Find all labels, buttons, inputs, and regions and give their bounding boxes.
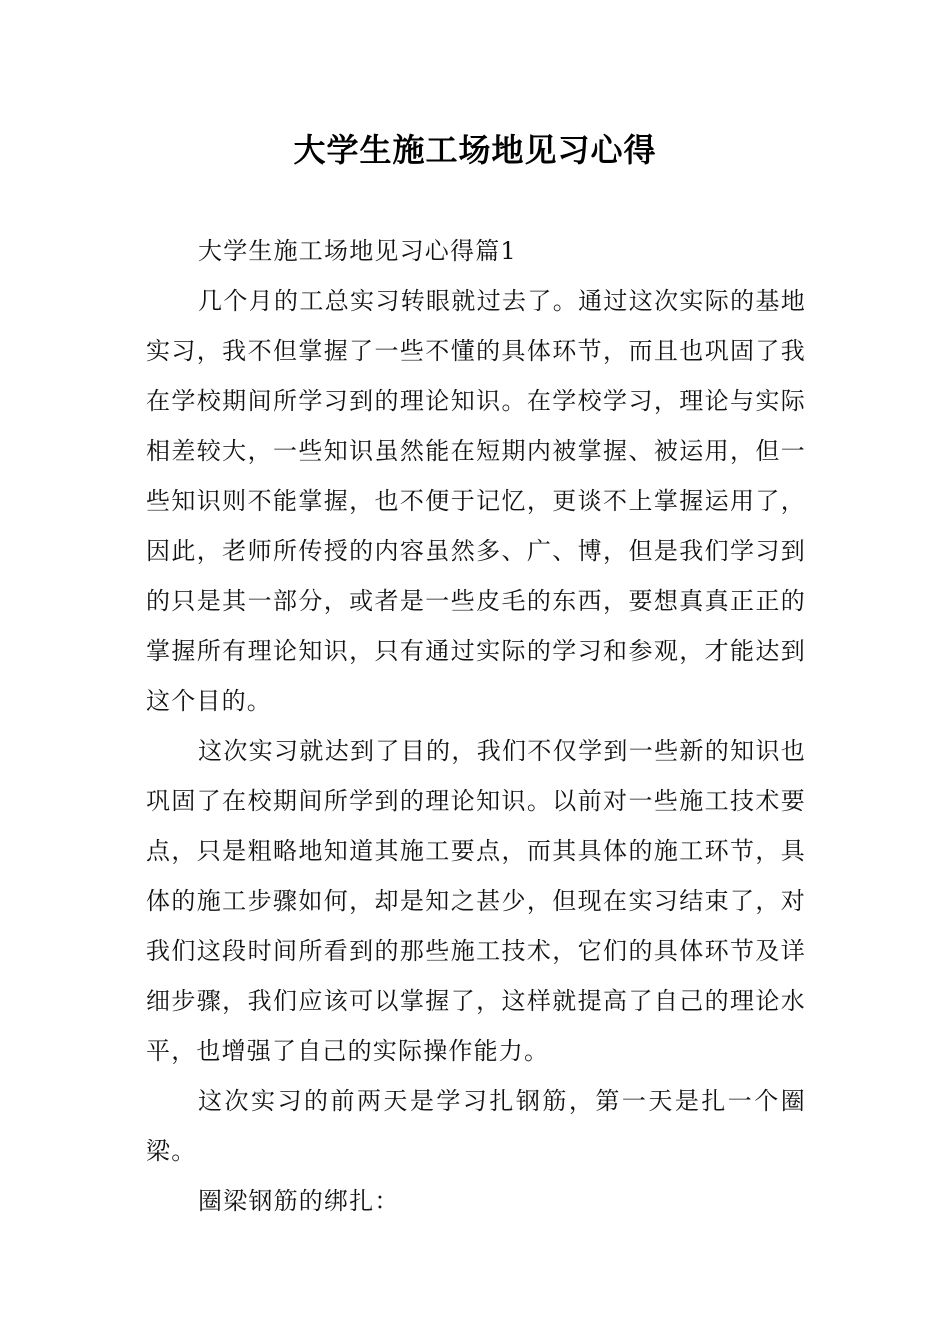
section-heading: 大学生施工场地见习心得篇1 (198, 237, 517, 265)
document-body (146, 226, 806, 1226)
paragraph-2: 这次实习就达到了目的，我们不仅学到一些新的知识也巩固了在校期间所学到的理论知识。以前对一些施工技术要点，只是粗略地知道其施工要点，而其具体的施工环节，具体的施工步骤如何，却是知之甚少，但现在实习结束了，对我们这段时间所看到的那些施工技术，它们的具体环节及详细步骤，我们应该可以掌握了，这样就提高了自己的理论水平，也增强了自己的实际操作能力。 (146, 737, 806, 1065)
paragraph-1: 几个月的工总实习转眼就过去了。通过这次实际的基地实习，我不但掌握了一些不懂的具体环节，而且也巩固了我在学校期间所学习到的理论知识。在学校学习，理论与实际相差较大，一些知识虽然能在短期内被掌握、被运用，但一些知识则不能掌握，也不便于记忆，更谈不上掌握运用了，因此，老师所传授的内容虽然多、广、博，但是我们学习到的只是其一部分，或者是一些皮毛的东西，要想真真正正的掌握所有理论知识，只有通过实际的学习和参观，才能达到这个目的。 (146, 287, 806, 715)
paragraph-4: 圈梁钢筋的绑扎： (198, 1187, 400, 1215)
document-title: 大学生施工场地见习心得 (293, 131, 657, 169)
paragraph-3: 这次实习的前两天是学习扎钢筋，第一天是扎一个圈梁。 (146, 1087, 806, 1165)
